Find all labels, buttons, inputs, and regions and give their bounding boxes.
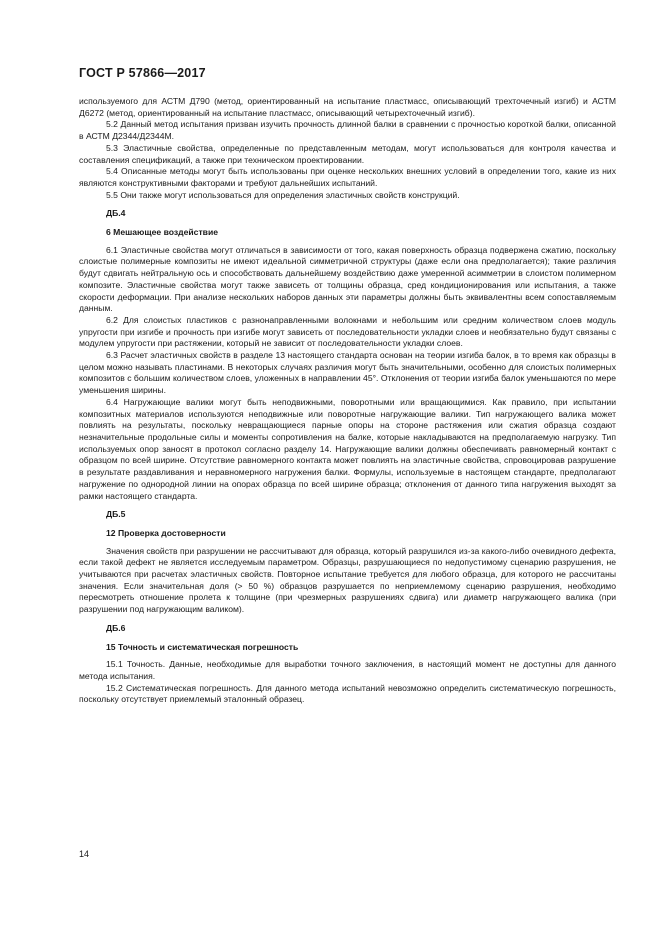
document-body — [79, 96, 616, 706]
paragraph: 5.2 Данный метод испытания призван изучить прочность длинной балки в сравнении с прочностью короткой балки, описанной в АСТМ Д2344/Д2344М. — [79, 119, 616, 142]
paragraph: 5.5 Они также могут использоваться для определения эластичных свойств конструкций. — [106, 189, 460, 200]
paragraph: 5.3 Эластичные свойства, определенные по представленным методам, могут использоваться для контроля качества и составления спецификаций, а также при техническом проектировании. — [79, 142, 616, 165]
document-header: ГОСТ Р 57866—2017 — [79, 66, 206, 80]
page-number: 14 — [79, 849, 90, 859]
paragraph: 15.1 Точность. Данные, необходимые для выработки точного заключения, в настоящий момент не доступны для данного метода испытания. — [79, 659, 616, 681]
section-heading: 15 Точность и систематическая погрешность — [106, 641, 299, 652]
annex-marker: ДБ.6 — [106, 622, 126, 633]
paragraph: используемого для АСТМ Д790 (метод, ориентированный на испытание пластмасс, описывающий трехточечный изгиб) и АСТМ Д6272 (метод, ориентированный на испытание пластмасс, описывающий четырехточечный изгиб). — [79, 96, 616, 118]
paragraph: 5.4 Описанные методы могут быть использованы при оценке нескольких внешних условий в определении того, какие из них являются конструктивными факторами и требуют дальнейших испытаний. — [79, 166, 616, 188]
annex-marker: ДБ.5 — [106, 509, 126, 520]
paragraph: 6.2 Для слоистых пластиков с разнонаправленными волокнами и небольшим или средним количеством слоев модуль упругости при изгибе и прочность при изгибе могут зависеть от последовательности укладки слоев и необязательно будут связаны с модулем упругости при растяжении, который не зависит от последовательности укладки слоев. — [79, 314, 616, 349]
annex-marker: ДБ.4 — [106, 208, 126, 219]
paragraph: 6.4 Нагружающие валики могут быть неподвижными, поворотными или вращающимися. Как правило, при испытании композитных материалов используются неподвижные или поворотные нагружающие валики. Тип нагружающего валика может повлиять на результаты, поскольку невращающиеся парные опоры на стороне растяжения или сжатия образца создают незначительные продольные силы и моменты сопротивления на балке, которые накладываются на предполагаемую нагрузку. Тип используемых опор заносят в протокол согласно разделу 14. Нагружающие валики должны обеспечивать равномерный контакт с образцом по всей ширине. Отсутствие равномерного контакта может повлиять на эластичные свойства, спровоцировав разрушение в результате раздавливания и неравномерного нагружения балки. Формулы, используемые в настоящем стандарте, предполагают нагружение по однородной линии на опорах образца по всей ширине образца; отклонения от данного типа нагружения выходят за рамки настоящего стандарта. — [79, 396, 616, 501]
paragraph: 6.3 Расчет эластичных свойств в разделе 13 настоящего стандарта основан на теории изгиба балок, в то время как образцы в целом можно называть пластинами. В некоторых случаях различия могут быть значительными, особенно для слоистых полимерных композитов с большим количеством слоев, уложенных в направлении 45°. Отклонения от теории изгиба балок уменьшаются по мере уменьшения ширины. — [79, 350, 616, 396]
section-heading: 6 Мешающее воздействие — [106, 227, 219, 238]
section-heading: 12 Проверка достоверности — [106, 527, 226, 538]
paragraph: Значения свойств при разрушении не рассчитывают для образца, который разрушился из-за какого-либо очевидного дефекта, если такой дефект не является исследуемым параметром. Образцы, разрушающиеся по недопустимому сценарию разрушения, не учитываются при расчетах эластичных свойств. Повторное испытание требуется для любого образца, для которого не рассчитаны значения. Если значительная доля (> 50 %) образцов разрушается по неприемлемому сценарию разрушения, необходимо пересмотреть отношение пролета к толщине (при чрезмерных разрушениях сдвига) или диаметр нагружающего валика (при разрушении под нагружающим валиком). — [79, 545, 616, 615]
paragraph: 15.2 Систематическая погрешность. Для данного метода испытаний невозможно определить систематическую погрешность, поскольку отсутствует приемлемый эталонный образец. — [79, 682, 616, 705]
paragraph: 6.1 Эластичные свойства могут отличаться в зависимости от того, какая поверхность образца подвержена сжатию, поскольку слоистые полимерные композиты не имеют идеальной симметричной структуры (даже если она предполагается); такие различия будут сдвигать нейтральную ось и способствовать дальнейшему воздействию даже умеренной асимметрии в слоистом полимерном композите. Эластичные свойства могут также зависеть от толщины образца, сред кондиционирования или испытания, а также скорости деформации. При анализе нескольких наборов данных эти параметры должны быть эквивалентны всем сопоставляемым данным. — [79, 244, 616, 314]
